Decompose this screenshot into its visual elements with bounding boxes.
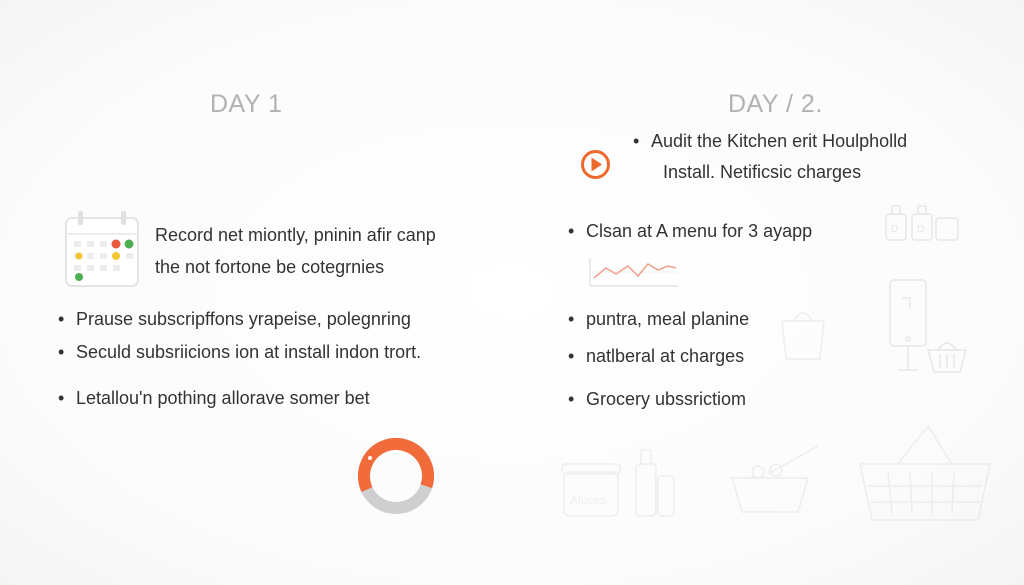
- jar-label: Aluces: [570, 493, 607, 507]
- day1-intro-line2: the not fortone be cotegrnies: [155, 257, 385, 277]
- bottles-icon: [884, 204, 960, 247]
- day2-bullet: • Clsan at A menu for 3 ayapp: [568, 221, 812, 242]
- bag-icon: [778, 305, 828, 366]
- day1-bullet: • Letallou'n pothing allorave somer bet: [58, 388, 370, 409]
- day2-top-bullet: • Audit the Kitchen erit Houlpholld: [633, 131, 907, 152]
- donut-chart: [356, 436, 436, 521]
- svg-text:D: D: [891, 224, 899, 235]
- day2-top-sub: Install. Netificsic charges: [663, 162, 862, 182]
- play-icon[interactable]: [580, 149, 611, 185]
- day1-intro-line1: Record net miontly, pninin afir canp: [155, 225, 436, 245]
- calendar-icon: [64, 210, 142, 293]
- day2-title: DAY / 2.: [728, 90, 823, 118]
- day1-title: DAY 1: [210, 90, 283, 118]
- basket-icon: [926, 334, 968, 381]
- bottles-icon: [632, 448, 678, 523]
- line-chart-icon: [588, 256, 680, 293]
- day1-bullet: • Prause subscripffons yrapeise, polegnring: [58, 309, 411, 330]
- day2-bullet: • natlberal at charges: [568, 346, 744, 367]
- svg-text:D: D: [917, 224, 925, 235]
- basket-icon: [858, 424, 992, 527]
- jar-icon: [560, 458, 622, 523]
- day1-bullet: • Seculd subsriicions ion at install indon trort.: [58, 342, 421, 363]
- day2-bullet: • Grocery ubssrictiom: [568, 389, 746, 410]
- bowl-icon: [728, 440, 824, 521]
- phone-icon: [888, 278, 928, 378]
- day2-bullet: • puntra, meal planine: [568, 309, 749, 330]
